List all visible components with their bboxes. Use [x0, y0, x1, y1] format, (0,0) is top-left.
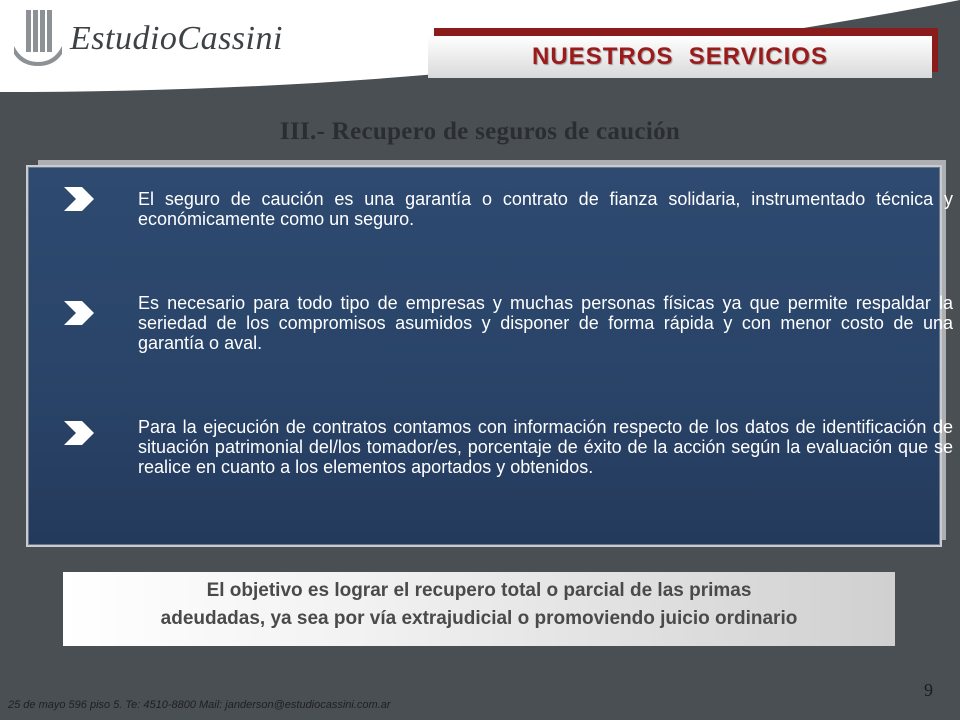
chevron-arrow-icon	[64, 187, 94, 211]
footer	[0, 696, 960, 720]
columns-logo-icon	[12, 6, 64, 66]
bullet-text-3: Para la ejecución de contratos contamos con información respecto de los datos de identificación de situación patrimonial del/los tomador/es, porcentaje de éxito de la acción según la evaluación que se realice en cuanto a los elementos aportados y obtenidos.	[138, 417, 953, 477]
brand-name: EstudioCassini	[70, 20, 283, 57]
section-title: III.- Recupero de seguros de caución	[279, 118, 681, 145]
objective-callout	[63, 572, 895, 646]
page-number: 9	[924, 680, 933, 700]
header-plate	[428, 36, 932, 78]
page-title: NUESTROS SERVICIOS	[532, 43, 828, 70]
callout-line-1: El objetivo es lograr el recupero total o parcial de las primas	[206, 580, 752, 601]
callout-line-2: adeudadas, ya sea por vía extrajudicial o promoviendo juicio ordinario	[160, 608, 798, 629]
bullet-text-1: El seguro de caución es una garantía o contrato de fianza solidaria, instrumentado técnica y económicamente como un seguro.	[138, 189, 953, 229]
bullet-text-2: Es necesario para todo tipo de empresas y muchas personas físicas ya que permite respaldar la seriedad de los compromisos asumidos y disponer de forma rápida y con menor costo de una garantía o aval.	[138, 293, 953, 353]
section-header	[428, 30, 938, 78]
chevron-arrow-icon	[64, 421, 94, 445]
content-panel	[26, 165, 953, 547]
brand-logo	[8, 6, 298, 68]
chevron-arrow-icon	[64, 301, 94, 325]
footer-contact: 25 de mayo 596 piso 5. Te: 4510-8800 Mail: janderson@estudiocassini.com.ar	[8, 699, 391, 711]
